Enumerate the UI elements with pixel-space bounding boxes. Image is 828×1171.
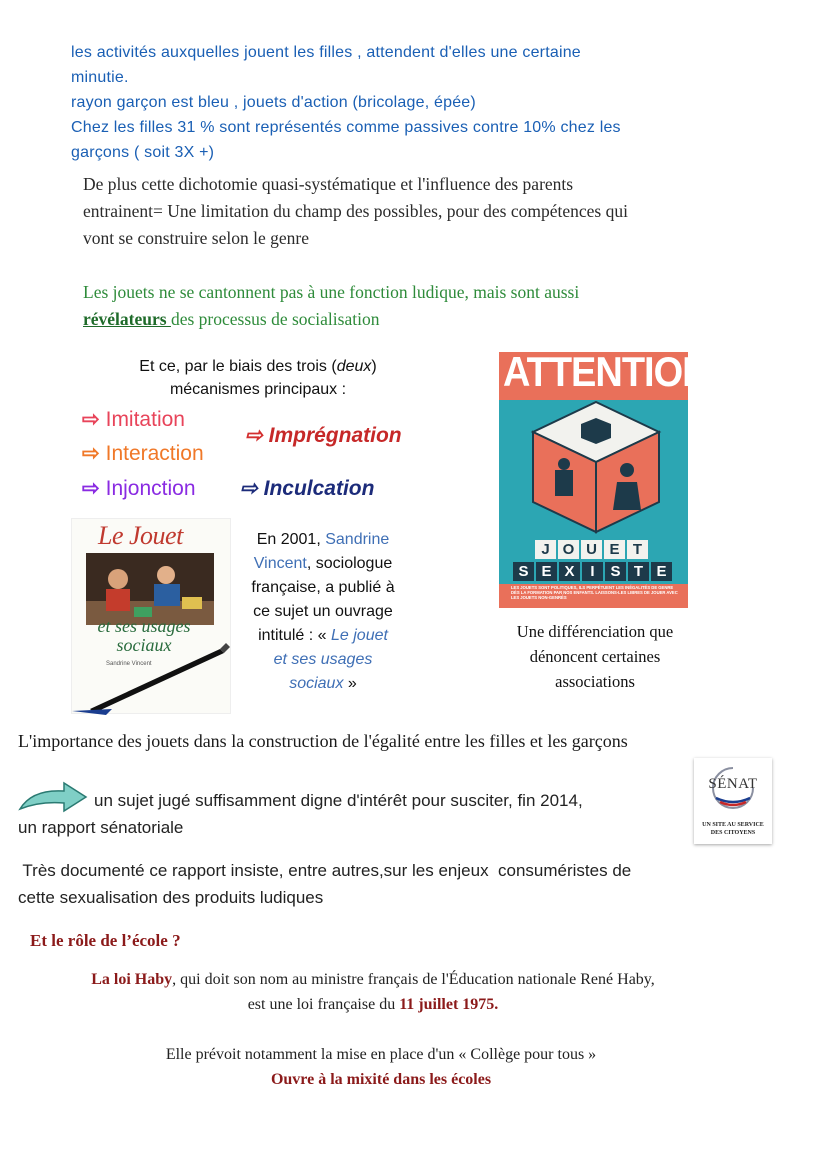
paragraph-line: La loi Haby, qui doit son nom au ministre français de l'Éducation nationale René Haby, [91,971,655,988]
revelateurs-paragraph [83,279,783,333]
paragraph-line: Les jouets ne se cantonnent pas à une fonction ludique, mais sont aussi [83,282,580,302]
poster-cube-icon [521,392,671,542]
ecole-heading: Et le rôle de l’école ? [30,931,181,950]
mechanisms-intro [113,355,403,401]
arrow-right-icon: ⇨ [82,477,100,500]
book-desc-line: et ses usages [273,651,373,668]
importance-heading: L'importance des jouets dans la construction de l'égalité entre les filles et les garçons [18,731,628,751]
book-desc-line: intitulé : « Le jouet [258,627,388,644]
mechanism-interaction: ⇨ Interaction [82,442,204,465]
college-paragraph [20,1042,742,1092]
poster-letter: S [513,562,534,581]
arrow-right-icon: ⇨ [82,442,100,465]
book-photo [86,553,214,625]
caption-line: Une différenciation que [516,622,674,641]
book-description [238,528,408,696]
poster-letter: E [604,540,625,559]
mechanism-imitation: ⇨ Imitation [82,408,185,431]
arrow-right-icon: ⇨ [240,477,258,500]
poster-letter: S [605,562,626,581]
poster-letter: I [582,562,603,581]
intro-line: garçons ( soit 3X +) [71,144,215,161]
intro-block [71,40,771,165]
book-desc-line: sociaux » [289,675,357,692]
paragraph-line: entrainent= Une limitation du champ des possibles, pour des compétences qui [83,201,628,221]
book-author: Sandrine Vincent [106,661,152,667]
mechanism-injonction: ⇨ Injonction [82,477,196,500]
senat-logo [694,758,772,844]
mechanisms-intro-line: mécanismes principaux : [169,381,347,398]
poster-letter: J [535,540,556,559]
poster-small-text: LES JOUETS SONT POLITIQUES, ILS PERPÉTUENT LES INÉGALITÉS DE GENRE DÈS LA FORMATION PAR NOS ENFANTS. LAISSONS-LES LIBRES DE JOUER AVEC LES JOUETS NON-GENRÉS [511,585,678,600]
mechanism-impregnation: ⇨ Imprégnation [245,424,402,447]
book-desc-line: française, a publié à [251,579,395,596]
arrow-right-icon: ⇨ [82,408,100,431]
jouet-sexiste-poster [499,349,709,608]
book-desc-line: En 2001, Sandrine [256,531,390,548]
paragraph-line: est une loi française du 11 juillet 1975. [247,996,499,1013]
caption-line: associations [555,672,635,691]
poster-letter: T [627,540,648,559]
paragraph-line: cette sexualisation des produits ludiques [18,888,324,907]
documented-paragraph [18,857,808,911]
senat-tagline: UN SITE AU SERVICE DES CITOYENS [702,822,764,836]
book-cover [71,518,231,714]
poster-letter: E [651,562,672,581]
paragraph-line: Elle prévoit notamment la mise en place d'un « Collège pour tous » [165,1046,597,1063]
senat-line: un rapport sénatoriale [18,818,184,837]
senat-line: un sujet jugé suffisamment digne d'intérêt pour susciter, fin 2014, [94,791,583,810]
revelateurs-rest: des processus de socialisation [170,309,380,329]
revelateurs-keyword: révélateurs [83,309,171,329]
poster-letter: O [558,540,579,559]
intro-line: Chez les filles 31 % sont représentés comme passives contre 10% chez les [71,119,621,136]
poster-attention: ATTENTION [503,349,709,397]
book-title-bottom: et ses usages sociaux [97,616,191,655]
mechanism-inculcation: ⇨ Inculcation [240,477,375,500]
poster-letter: T [628,562,649,581]
intro-line: rayon garçon est bleu , jouets d'action (bricolage, épée) [71,94,476,111]
loi-haby-paragraph [20,967,726,1017]
book-desc-line: Vincent, sociologue [253,555,393,572]
pen-icon [72,639,232,715]
book-desc-line: ce sujet un ouvrage [253,603,393,620]
paragraph-line: vont se construire selon le genre [83,228,309,248]
senat-name: SÉNAT [708,776,758,792]
poster-letter: E [536,562,557,581]
mixite-line: Ouvre à la mixité dans les écoles [270,1071,492,1088]
poster-sexiste-word [513,562,672,581]
caption-line: dénoncent certaines [529,647,661,666]
paragraph-line [83,306,783,333]
poster-caption [490,619,700,694]
poster-letter: X [559,562,580,581]
intro-line: minutie. [71,69,129,86]
poster-jouet-word [535,540,648,559]
arrow-right-icon: ⇨ [245,424,263,447]
senat-text [18,787,698,841]
mechanisms-intro-line: Et ce, par le biais des trois (deux) [139,358,377,375]
paragraph-line: De plus cette dichotomie quasi-systématique et l'influence des parents [83,174,574,194]
paragraph-line: Très documenté ce rapport insiste, entre autres,sur les enjeux consuméristes de [18,861,632,880]
poster-letter: U [581,540,602,559]
intro-line: les activités auxquelles jouent les filles , attendent d'elles une certaine [71,44,581,61]
book-title-top: Le Jouet [98,521,183,550]
dichotomy-paragraph [83,171,783,252]
